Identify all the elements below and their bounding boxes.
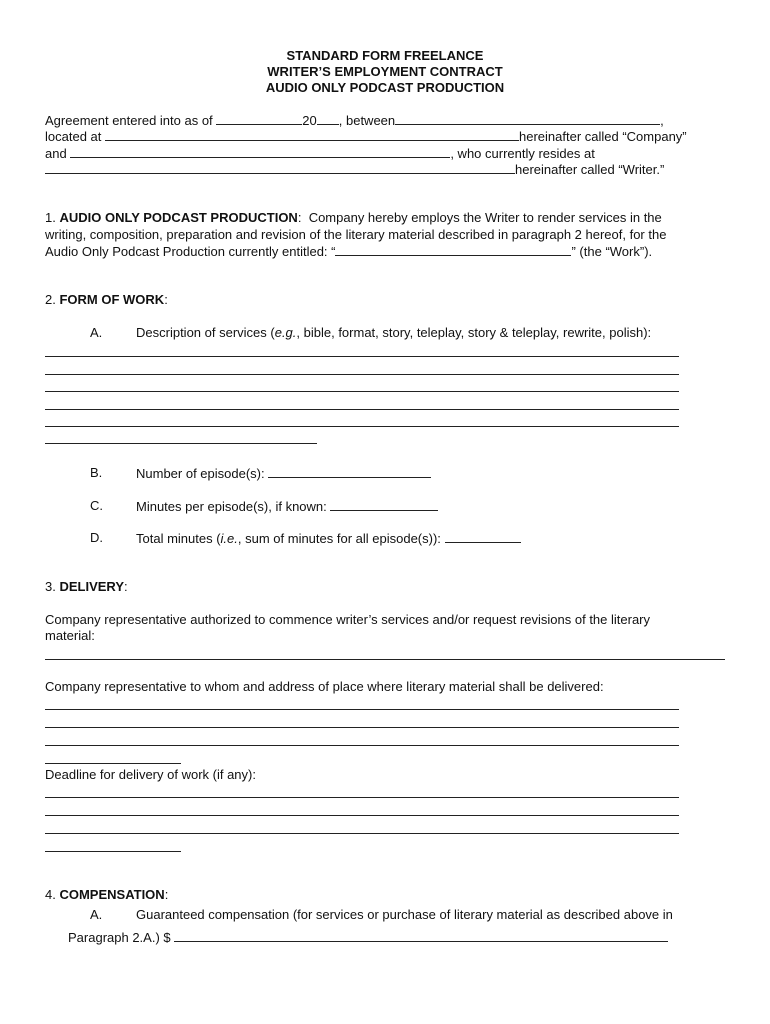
- section-2-heading-line: [45, 292, 168, 308]
- services-description-line-3[interactable]: [45, 391, 679, 392]
- document-title-line-1: STANDARD FORM FREELANCE: [286, 48, 484, 63]
- deadline-line-4[interactable]: [45, 851, 181, 852]
- item-2c-letter: C.: [90, 498, 103, 513]
- item-4a-para-text: Paragraph 2.A.) $: [68, 930, 171, 945]
- total-minutes-field[interactable]: [445, 530, 521, 543]
- agreement-year-field[interactable]: [317, 112, 339, 125]
- section-3-number: 3.: [45, 579, 56, 594]
- item-2a-text-before: Description of services (: [136, 325, 275, 340]
- agreement-date-field[interactable]: [216, 112, 302, 125]
- deadline-line-1[interactable]: [45, 797, 679, 798]
- section-1-title-prefix: Audio Only Podcast Production currently entitled: “: [45, 244, 336, 259]
- company-rep-text-line-1: Company representative authorized to commence writer’s services and/or request revisions of the literary: [45, 612, 651, 627]
- section-1-title-suffix: ” (the “Work”).: [571, 244, 653, 259]
- agreement-date-line: [45, 112, 664, 129]
- delivery-address-line-3[interactable]: [45, 745, 679, 746]
- section-4-colon: :: [164, 887, 169, 902]
- section-1-number: 1.: [45, 210, 56, 225]
- section-3-heading: DELIVERY: [59, 579, 124, 594]
- writer-suffix-text: hereinafter called “Writer.”: [515, 162, 665, 177]
- section-2-number: 2.: [45, 292, 56, 307]
- item-2d-text-before: Total minutes (: [136, 531, 221, 546]
- and-text: and: [45, 146, 67, 161]
- agreement-year-text: 20: [302, 113, 317, 128]
- item-4a-amount-line: [68, 929, 668, 946]
- services-description-line-5[interactable]: [45, 426, 679, 427]
- work-title-field[interactable]: [335, 243, 571, 256]
- document-title-line-3: AUDIO ONLY PODCAST PRODUCTION: [265, 80, 505, 95]
- section-4-number: 4.: [45, 887, 56, 902]
- agreement-prefix: Agreement entered into as of: [45, 113, 213, 128]
- company-location-line: [45, 128, 687, 145]
- services-description-line-2[interactable]: [45, 374, 679, 375]
- minutes-per-episode-field[interactable]: [330, 498, 438, 511]
- item-2d-line: [136, 530, 521, 547]
- section-1-colon: :: [297, 210, 302, 225]
- section-4-heading-line: [45, 887, 168, 903]
- section-4-heading: COMPENSATION: [59, 887, 165, 902]
- services-description-line-6[interactable]: [45, 443, 317, 444]
- item-4a-letter: A.: [90, 907, 103, 922]
- item-2a-eg: e.g.: [274, 325, 297, 340]
- section-2-heading: FORM OF WORK: [59, 292, 165, 307]
- document-title-line-2: WRITER’S EMPLOYMENT CONTRACT: [267, 64, 503, 79]
- delivery-rep-text: Company representative to whom and address of place where literary material shall be delivered:: [45, 679, 604, 694]
- delivery-address-line-4[interactable]: [45, 763, 181, 764]
- item-2d-letter: D.: [90, 530, 103, 545]
- company-address-field[interactable]: [105, 128, 519, 141]
- delivery-address-line-1[interactable]: [45, 709, 679, 710]
- section-1-heading: AUDIO ONLY PODCAST PRODUCTION: [59, 210, 298, 225]
- item-2c-line: [136, 498, 438, 515]
- delivery-address-line-2[interactable]: [45, 727, 679, 728]
- services-description-line-4[interactable]: [45, 409, 679, 410]
- located-at-text: located at: [45, 129, 102, 144]
- services-description-line-1[interactable]: [45, 356, 679, 357]
- item-2b-line: [136, 465, 431, 482]
- company-suffix-text: hereinafter called “Company”: [519, 129, 687, 144]
- between-party-field[interactable]: [395, 112, 660, 125]
- resides-text: , who currently resides at: [450, 146, 595, 161]
- section-1-line-1: [45, 210, 662, 226]
- between-comma: ,: [660, 113, 664, 128]
- writer-name-line: [45, 145, 595, 162]
- section-1-line-3: [45, 243, 652, 260]
- item-4a-text: Guaranteed compensation (for services or purchase of literary material as described above in: [136, 907, 673, 922]
- number-of-episodes-field[interactable]: [268, 465, 431, 478]
- deadline-text: Deadline for delivery of work (if any):: [45, 767, 256, 782]
- item-2d-text-after: , sum of minutes for all episode(s)):: [237, 531, 441, 546]
- company-rep-field[interactable]: [45, 659, 725, 660]
- writer-address-field[interactable]: [45, 161, 515, 174]
- company-rep-text-line-2: material:: [45, 628, 95, 643]
- section-1-line-2: writing, composition, preparation and revision of the literary material described in paragraph 2 hereof, for the: [45, 227, 667, 242]
- item-2a-text-after: , bible, format, story, teleplay, story & teleplay, rewrite, polish):: [296, 325, 652, 340]
- item-2b-letter: B.: [90, 465, 103, 480]
- item-2a-text: [136, 325, 651, 341]
- writer-name-field[interactable]: [70, 145, 450, 158]
- item-2b-text: Number of episode(s):: [136, 466, 265, 481]
- item-2d-ie: i.e.: [220, 531, 238, 546]
- deadline-line-3[interactable]: [45, 833, 679, 834]
- writer-address-line: [45, 161, 664, 178]
- guaranteed-compensation-field[interactable]: [174, 929, 668, 942]
- item-2a-letter: A.: [90, 325, 103, 340]
- section-3-colon: :: [124, 579, 128, 594]
- deadline-line-2[interactable]: [45, 815, 679, 816]
- section-1-text-1: Company hereby employs the Writer to render services in the: [308, 210, 662, 225]
- between-text: , between: [338, 113, 396, 128]
- item-2c-text: Minutes per episode(s), if known:: [136, 499, 327, 514]
- section-2-colon: :: [164, 292, 168, 307]
- section-3-heading-line: [45, 579, 128, 595]
